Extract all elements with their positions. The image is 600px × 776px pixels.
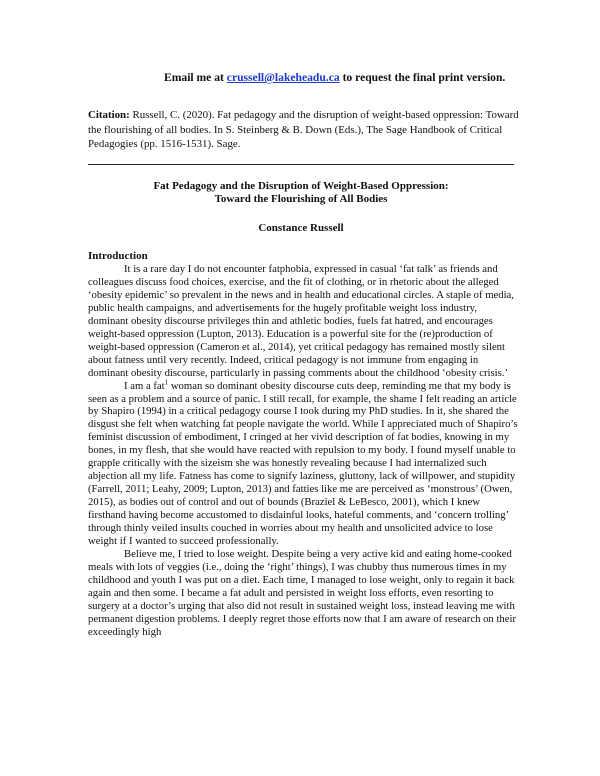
title-line-1: Fat Pedagogy and the Disruption of Weight-Based Oppression: — [153, 180, 449, 192]
paragraph-3: Believe me, I tried to lose weight. Despite being a very active kid and eating home-cooked meals with lots of veggies (i.e., doing the ‘right’ things), I was chubby thus numerous times in my childhood and youth I was put on a diet. Each time, I managed to lose weight, only to regain it back again and then some. I became a fat adult and persisted in weight loss efforts, even resorting to surgery at a doctor’s urging that also did not result in sustained weight loss, instead leaving me with permanent digestion problems. I deeply regret those efforts now that I am aware of research on their exceedingly high — [88, 547, 517, 638]
paragraph-2-rest: woman so dominant obesity discourse cuts deep, reminding me that my body is seen as a problem and a source of panic. I still recall, for example, the shame I felt reading an article by Shapiro (1994) in a critical pedagogy course I took during my PhD studies. In it, she shared the disgust she felt when watching fat people navigate the world. While I appreciated much of Shapiro’s feminist discussion of embodiment, I cringed at her vivid description of fat bodies, knowing in my bones, in my flesh, that she would have reacted with repulsion to my body. I found myself unable to grapple critically with the sizeism she was honestly revealing because I had internalized such abjection all my life. Fatness has come to signify laziness, gluttony, lack of willpower, and stupidity (Farrell, 2011; Leahy, 2009; Lupton, 2013) and fatties like me are perceived as ‘monstrous’ (Owen, 2015), as bodies out of control and out of bounds (Braziel & LeBesco, 2001), which I knew firsthand having become accustomed to disdainful looks, hateful comments, and ‘concern trolling’ through thinly veiled insults couched in worries about my health and unsolicited advice to lose weight if I wanted to succeed professionally. — [88, 379, 518, 548]
citation-label: Citation: — [88, 109, 130, 121]
email-prefix: Email me at — [164, 71, 227, 84]
section-heading: Introduction — [88, 250, 148, 262]
title-line-2: Toward the Flourishing of All Bodies — [214, 193, 388, 206]
paragraph-1: It is a rare day I do not encounter fatphobia, expressed in casual ‘fat talk’ as friends and colleagues discuss food choices, exercise, and the fit of clothing, or in rhetoric about the alleged ‘obesity epidemic’ so prevalent in the news and in health and educational circles. A staple of media, public health campaigns, and advertisements for the hugely profitable weight loss industry, dominant obesity discourse privileges thin and athletic bodies, fuels fat hatred, and encourages weight-based oppression (Lupton, 2013). Education is a powerful site for the (re)production of weight-based oppression (Cameron et al., 2014), yet critical pedagogy has remained mostly silent about fatness until very recently. Indeed, critical pedagogy is not immune from engaging in dominant obesity discourse, particularly in passing comments about the childhood ‘obesity crisis.’ — [88, 263, 514, 379]
email-suffix: to request the final print version. — [339, 71, 506, 84]
citation-text: Russell, C. (2020). Fat pedagogy and the disruption of weight-based oppression: Toward the flourishing of all bodies. In S. Steinberg & B. Down (Eds.), The Sage Handbook of Critical Pedagogies (pp. 1516-1531). Sage. — [88, 109, 519, 151]
article-title — [88, 180, 514, 207]
paragraph-2-start: I am a fat — [124, 379, 165, 392]
footnote-marker[interactable]: 1 — [164, 378, 169, 387]
email-link[interactable]: crussell@lakeheadu.ca — [226, 71, 340, 84]
article-author: Constance Russell — [258, 222, 344, 234]
horizontal-divider — [88, 164, 514, 165]
citation-block — [88, 108, 520, 152]
article-body — [88, 263, 520, 639]
email-request-line — [0, 71, 600, 84]
paragraph-2 — [88, 380, 520, 548]
